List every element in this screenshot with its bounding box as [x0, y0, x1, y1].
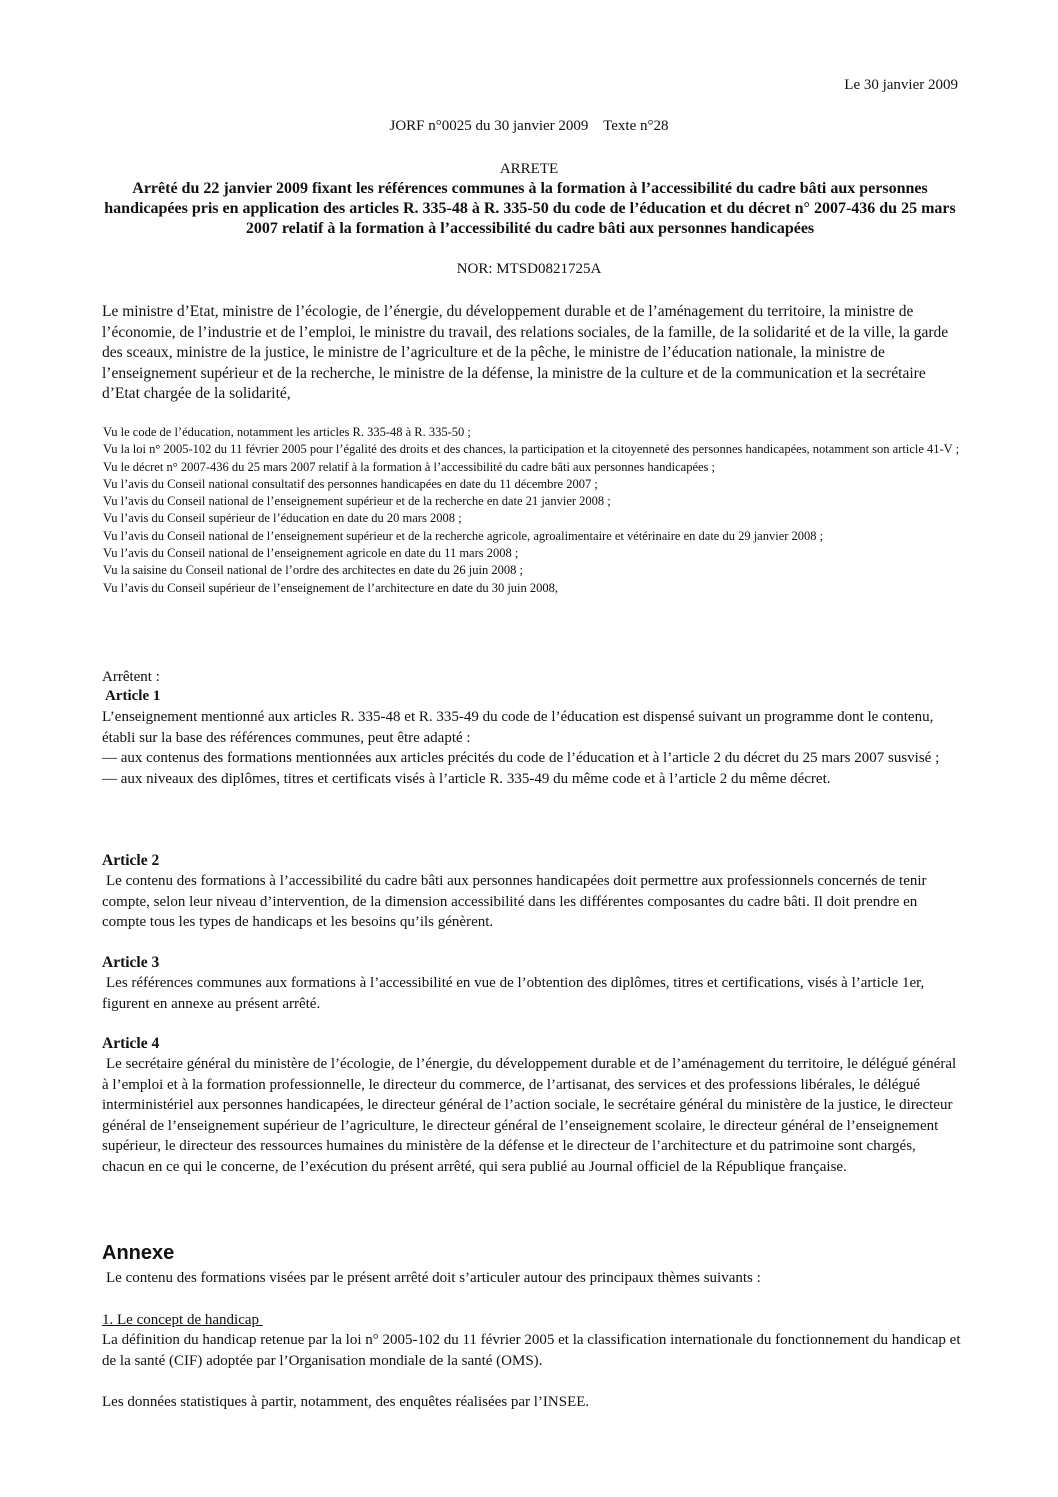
- article-3-heading: Article 3: [102, 954, 160, 971]
- visa-item: Vu l’avis du Conseil national de l’enseignement agricole en date du 11 mars 2008 ;: [103, 546, 519, 561]
- section-1-heading: 1. Le concept de handicap: [102, 1312, 263, 1328]
- nor-reference: NOR: MTSD0821725A: [456, 261, 602, 277]
- document-title: Arrêté du 22 janvier 2009 fixant les références communes à la formation à l’accessibilité du cadre bâti aux personnes handicapées pris en application des articles R. 335-48 à R. 335-50 du code de l’éducation et du décret n° 2007-436 du 25 mars 2007 relatif à la formation à l’accessibilité du cadre bâti aux personnes handicapées: [104, 180, 956, 237]
- preamble-ministers: Le ministre d’Etat, ministre de l’écologie, de l’énergie, du développement durable et de l’aménagement du territoire, la ministre de l’économie, de l’industrie et de l’emploi, le ministre du travail, des relations sociales, de la famille, de la solidarité et de la ville, la garde des sceaux, ministre de la justice, le ministre de l’agriculture et de la pêche, le ministre de l’éducation nationale, la ministre de l’enseignement supérieur et de la recherche, le ministre de la défense, la ministre de la culture et de la communication et la secrétaire d’Etat chargée de la solidarité,: [102, 303, 949, 403]
- article-1-heading: Article 1: [105, 688, 161, 704]
- visa-item: Vu le code de l’éducation, notamment les articles R. 335-48 à R. 335-50 ;: [103, 425, 471, 439]
- section-1-text: La définition du handicap retenue par la loi n° 2005-102 du 11 février 2005 et la classification internationale du fonctionnement du handicap et de la santé (CIF) adoptée par l’Organisation mondiale de la santé (OMS).: [102, 1332, 961, 1369]
- jorf-reference: JORF n°0025 du 30 janvier 2009 Texte n°28: [389, 118, 669, 134]
- document-date: Le 30 janvier 2009: [844, 77, 958, 93]
- section-1-statistics: Les données statistiques à partir, notamment, des enquêtes réalisées par l’INSEE.: [102, 1394, 590, 1410]
- visa-item: Vu l’avis du Conseil national consultatif des personnes handicapées en date du 11 décembre 2007 ;: [103, 476, 598, 491]
- article-4-heading: Article 4: [102, 1035, 160, 1052]
- visa-item: Vu la saisine du Conseil national de l’ordre des architectes en date du 26 juin 2008 ;: [103, 563, 523, 578]
- article-2-heading: Article 2: [102, 852, 160, 869]
- visa-item: Vu l’avis du Conseil national de l’enseignement supérieur et de la recherche en date 21 janvier 2008 ;: [103, 494, 611, 509]
- visa-item: Vu l’avis du Conseil supérieur de l’enseignement de l’architecture en date du 30 juin 2008,: [103, 580, 559, 595]
- visa-item: Vu le décret n° 2007-436 du 25 mars 2007 relatif à la formation à l’accessibilité du cadre bâti aux personnes handicapées ;: [103, 459, 716, 474]
- annexe-heading: Annexe: [102, 1242, 175, 1264]
- visa-item: Vu l’avis du Conseil national de l’enseignement supérieur et de la recherche agricole, agroalimentaire et vétérinaire en date du 29 janvier 2008 ;: [103, 528, 824, 543]
- visas-list: [103, 424, 963, 597]
- article-4-text: Le secrétaire général du ministère de l’écologie, de l’énergie, du développement durable et de l’aménagement du territoire, le délégué général à l’emploi et à la formation professionnelle, le directeur du commerce, de l’artisanat, des services et des professions libérales, le délégué interministériel aux personnes handicapées, le directeur général de l’action sociale, le secrétaire général du ministère de la justice, le directeur général de l’enseignement supérieur de l’agriculture, le directeur général de l’enseignement scolaire, le directeur général de l’enseignement supérieur, le directeur des ressources humaines du ministère de la défense et le directeur de l’architecture et du patrimoine sont chargés, chacun en ce qui le concerne, de l’exécution du présent arrêté, qui sera publié au Journal officiel de la République française.: [102, 1056, 957, 1175]
- article-2-text: Le contenu des formations à l’accessibilité du cadre bâti aux personnes handicapées doit permettre aux professionnels concernés de tenir compte, selon leur niveau d’intervention, de la dimension accessibilité dans les différentes composantes du cadre bâti. Il doit prendre en compte tous les types de handicaps et les besoins qu’ils génèrent.: [102, 873, 927, 931]
- article-3-text: Les références communes aux formations à l’accessibilité en vue de l’obtention des diplômes, titres et certifications, visés à l’article 1er, figurent en annexe au présent arrêté.: [102, 975, 925, 1012]
- visa-item: Vu la loi n° 2005-102 du 11 février 2005 pour l’égalité des droits et des chances, la participation et la citoyenneté des personnes handicapées, notamment son article 41-V ;: [103, 442, 960, 457]
- visa-item: Vu l’avis du Conseil supérieur de l’éducation en date du 20 mars 2008 ;: [103, 511, 462, 526]
- document-type: ARRETE: [499, 161, 559, 177]
- article-1-text: L’enseignement mentionné aux articles R. 335-48 et R. 335-49 du code de l’éducation est dispensé suivant un programme dont le contenu, établi sur la base des références communes, peut être adapté : — aux contenus des formations mentionnées aux articles précités du code de l’éducation et à l’article 2 du décret du 25 mars 2007 susvisé ; — aux niveaux des diplômes, titres et certificats visés à l’article R. 335-49 du même code et à l’article 2 du même décret.: [102, 709, 940, 787]
- arretent-label: Arrêtent :: [102, 669, 160, 685]
- annexe-intro: Le contenu des formations visées par le présent arrêté doit s’articuler autour des principaux thèmes suivants :: [106, 1270, 761, 1286]
